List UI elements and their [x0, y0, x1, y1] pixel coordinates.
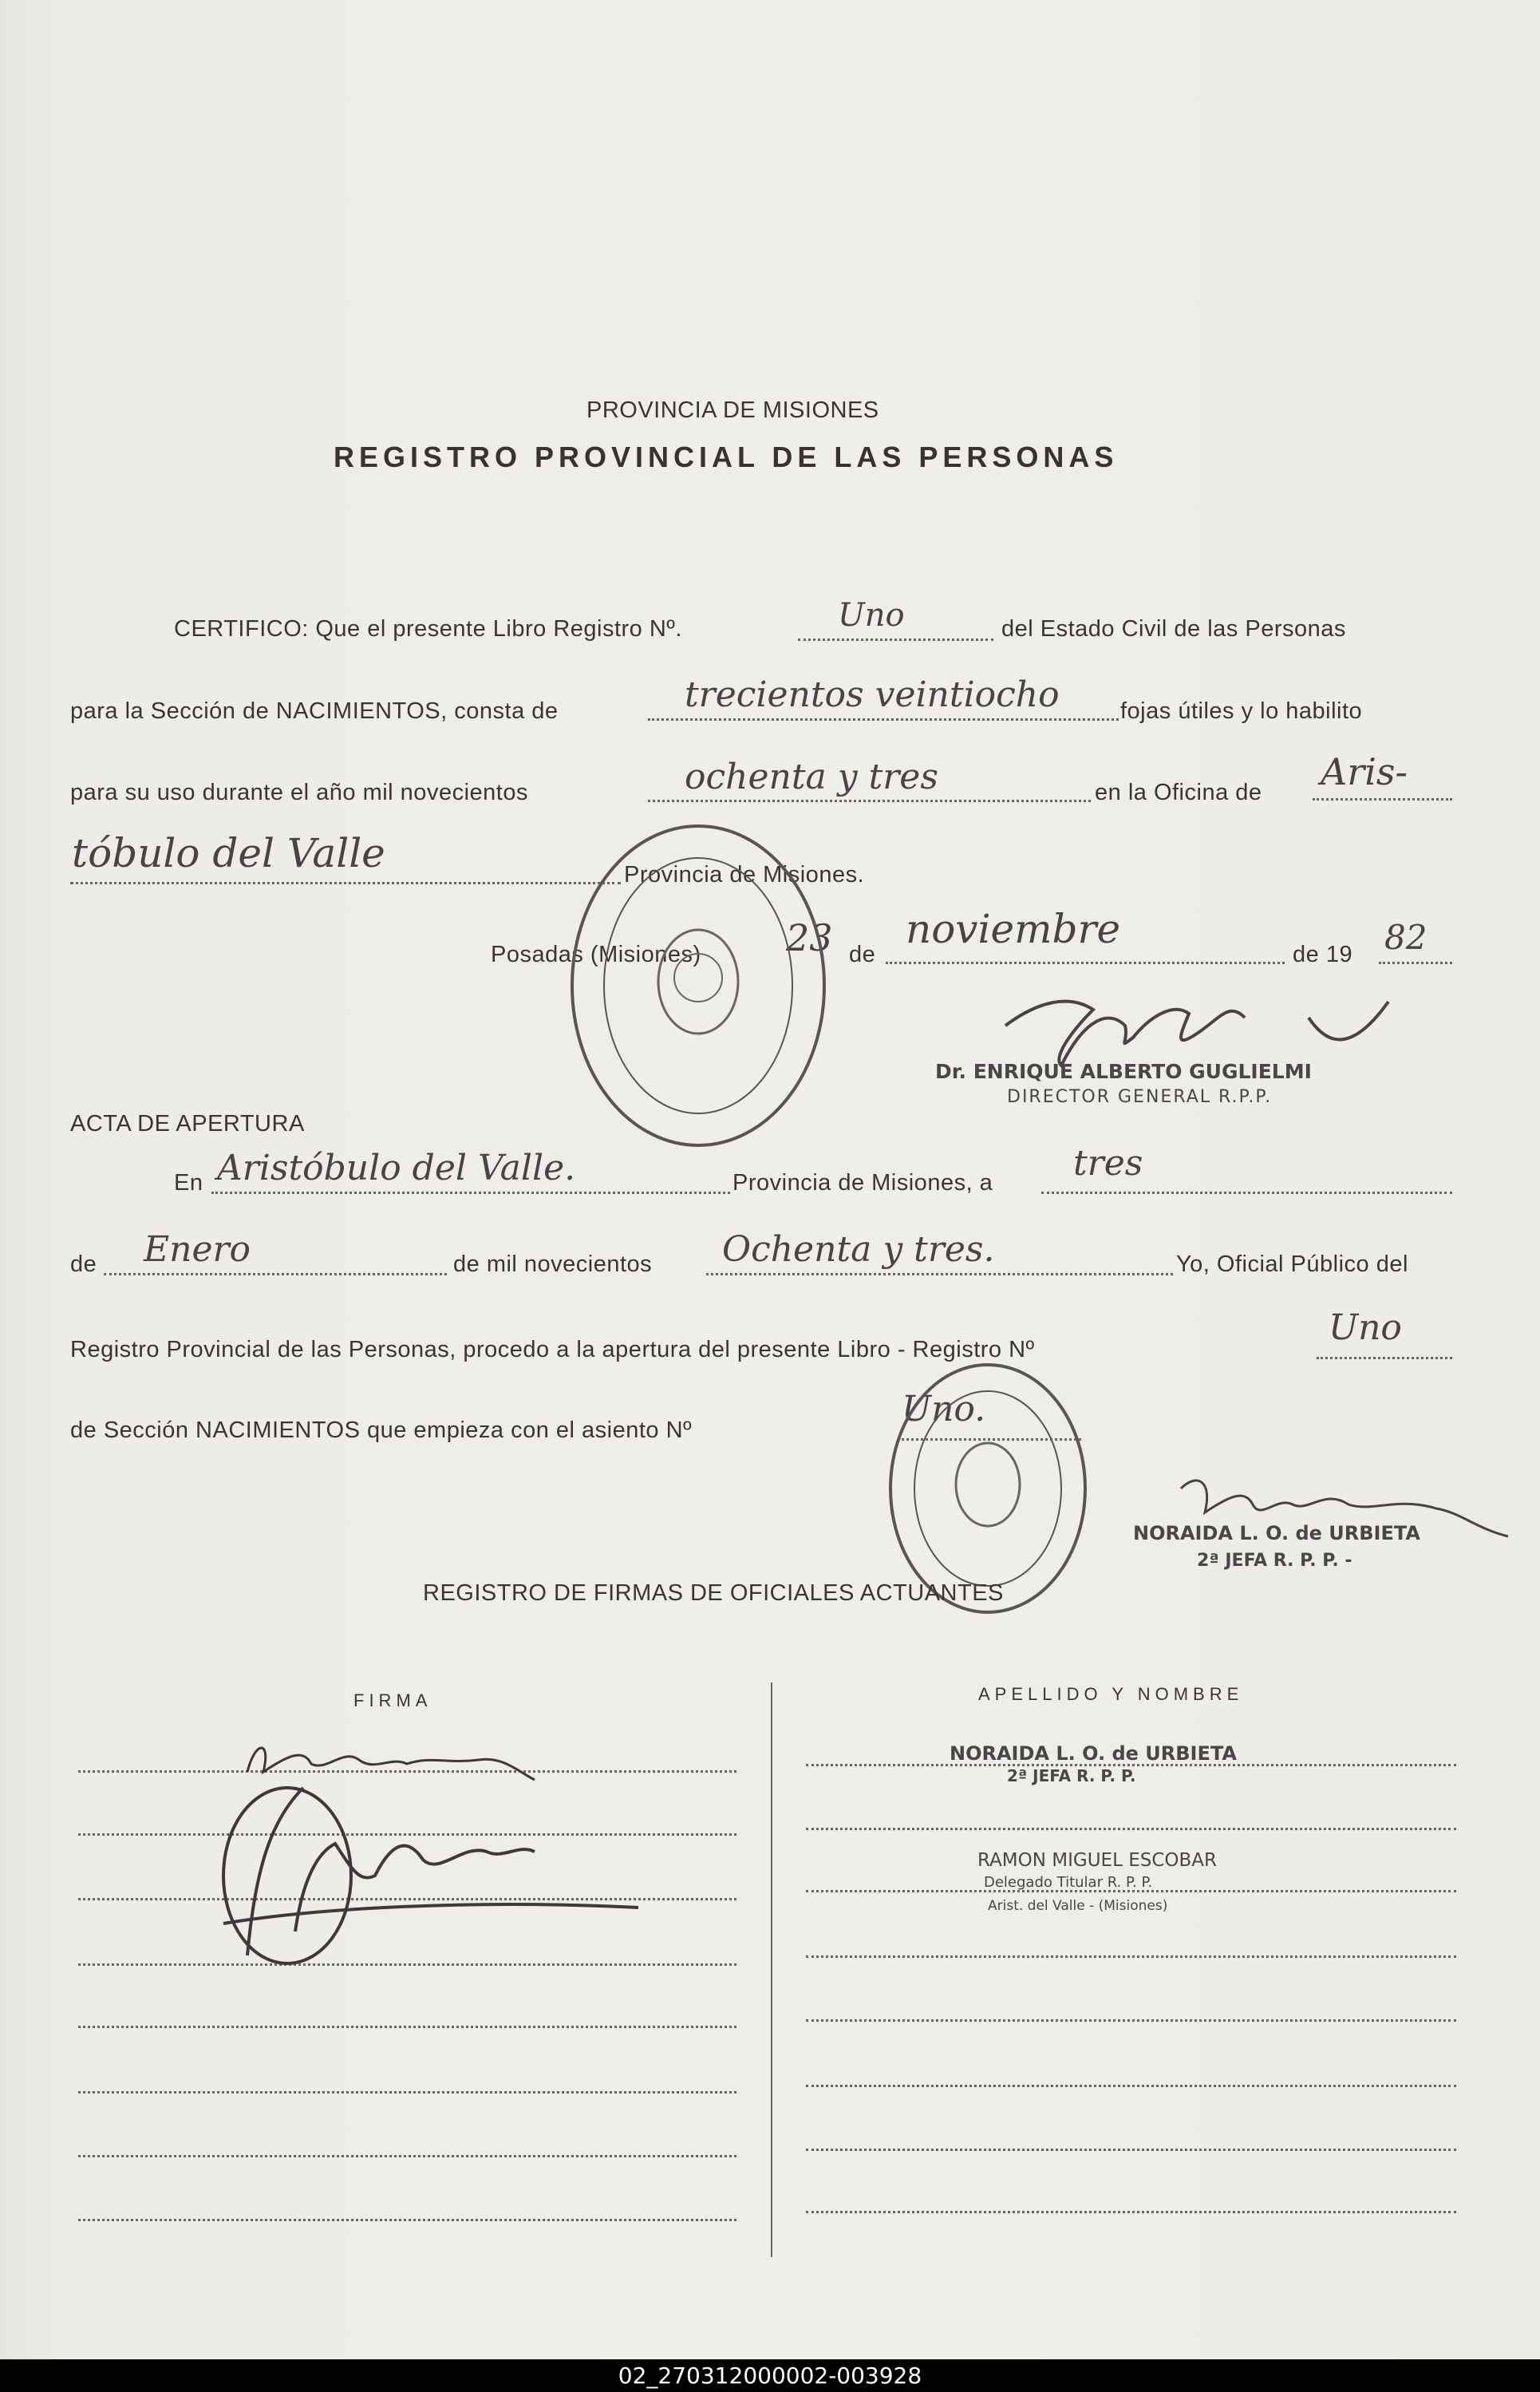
oficina-handwritten-2: tóbulo del Valle: [72, 830, 385, 876]
libro-number-handwritten: Uno: [838, 597, 905, 634]
seccion-text: para la Sección de NACIMIENTOS, consta de: [70, 698, 559, 724]
month-line: [886, 962, 1285, 964]
apertura-text: Registro Provincial de las Personas, procedo a la apertura del presente Libro - Registro Nº: [70, 1337, 1035, 1362]
firma-row-line-7: [78, 2155, 736, 2157]
firma-row-line-6: [78, 2091, 736, 2093]
image-caption: 02_270312000002-003928: [0, 2360, 1540, 2392]
fojas-handwritten: trecientos veintiocho: [685, 674, 1060, 715]
noraida-name-top: NORAIDA L. O. de URBIETA: [1133, 1522, 1420, 1544]
day-acta-handwritten: tres: [1073, 1143, 1143, 1184]
firma-row-line-8: [78, 2219, 736, 2221]
oficina-handwritten-1: Aris-: [1321, 750, 1408, 793]
provincia-misiones-text: Provincia de Misiones.: [624, 862, 865, 888]
place-handwritten: Aristóbulo del Valle.: [217, 1148, 576, 1188]
month-handwritten: noviembre: [906, 906, 1121, 952]
fojas-suffix-text: fojas útiles y lo habilito: [1120, 698, 1363, 724]
year-prefix-text: de 19: [1293, 942, 1353, 967]
registry-title: REGISTRO PROVINCIAL DE LAS PERSONAS: [334, 441, 1119, 473]
firma-row-line-5: [78, 2026, 736, 2028]
certifico-text-2: del Estado Civil de las Personas: [1001, 616, 1346, 642]
official-oval-seal: [563, 814, 834, 1157]
libro-number-line: [798, 639, 993, 641]
fojas-line: [648, 718, 1119, 721]
de-text-1: de: [849, 942, 876, 967]
oficina-line-2: [70, 882, 621, 884]
apellido-row-line-8: [806, 2211, 1456, 2213]
director-title: DIRECTOR GENERAL R.P.P.: [1007, 1087, 1273, 1107]
official-location-2: Arist. del Valle - (Misiones): [988, 1898, 1168, 1914]
firmas-title: REGISTRO DE FIRMAS DE OFICIALES ACTUANTES: [423, 1580, 1004, 1606]
official-name-1: NORAIDA L. O. de URBIETA: [950, 1742, 1237, 1765]
posadas-text: Posadas (Misiones): [491, 942, 701, 967]
director-name: Dr. ENRIQUE ALBERTO GUGLIELMI: [935, 1060, 1312, 1083]
oficina-text: en la Oficina de: [1095, 780, 1262, 805]
seccion-acta-text: de Sección NACIMIENTOS que empieza con el asiento Nº: [70, 1417, 693, 1443]
provincia-a-text: Provincia de Misiones, a: [732, 1170, 993, 1196]
mil-novecientos-text: de mil novecientos: [453, 1251, 653, 1277]
firma-column-header: FIRMA: [353, 1690, 432, 1710]
apellido-row-line-6: [806, 2085, 1456, 2087]
month-acta-handwritten: Enero: [144, 1229, 251, 1270]
en-text: En: [174, 1170, 203, 1196]
year-suffix-line: [1379, 962, 1452, 964]
acta-title: ACTA DE APERTURA: [70, 1111, 305, 1137]
de-text-acta: de: [70, 1251, 97, 1277]
firma-signature-2: [199, 1772, 646, 1979]
apellido-row-line-5: [806, 2019, 1456, 2022]
official-title-1: 2ª JEFA R. P. P.: [1007, 1766, 1136, 1785]
year-handwritten: ochenta y tres: [685, 757, 938, 797]
apellido-column-header: APELLIDO Y NOMBRE: [978, 1684, 1244, 1704]
place-line: [211, 1192, 730, 1194]
certifico-text-1: CERTIFICO: Que el presente Libro Registro Nº.: [174, 616, 682, 642]
year-acta-handwritten: Ochenta y tres.: [722, 1229, 995, 1270]
day-handwritten: 23: [786, 916, 833, 959]
official-name-2: RAMON MIGUEL ESCOBAR: [977, 1850, 1217, 1871]
uso-text: para su uso durante el año mil novecientos: [70, 780, 528, 805]
province-heading: PROVINCIA DE MISIONES: [586, 397, 879, 423]
apellido-row-line-4: [806, 1955, 1456, 1958]
libro-acta-handwritten: Uno: [1329, 1307, 1402, 1348]
column-divider: [771, 1682, 772, 2257]
asiento-handwritten: Uno.: [902, 1389, 986, 1429]
month-line-acta: [104, 1273, 447, 1275]
year-line: [648, 800, 1091, 802]
apellido-row-line-7: [806, 2149, 1456, 2151]
oficina-line-1: [1313, 798, 1452, 801]
noraida-title-top: 2ª JEFA R. P. P. -: [1197, 1551, 1352, 1571]
day-line-acta: [1041, 1192, 1452, 1194]
oficial-publico-text: Yo, Oficial Público del: [1176, 1251, 1408, 1277]
official-title-2: Delegado Titular R. P. P.: [984, 1874, 1153, 1891]
libro-line-acta: [1317, 1357, 1452, 1359]
year-suffix-handwritten: 82: [1384, 918, 1427, 957]
year-line-acta: [706, 1273, 1173, 1275]
apellido-row-line-2: [806, 1828, 1456, 1830]
